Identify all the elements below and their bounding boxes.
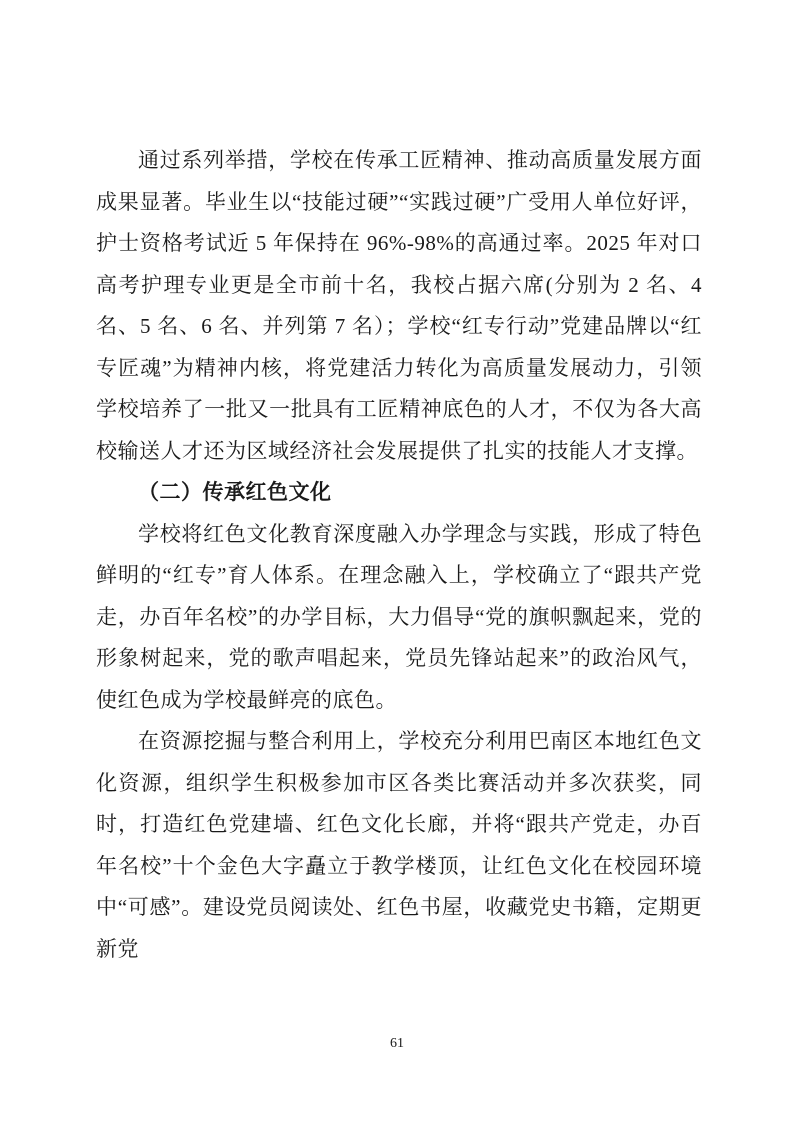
paragraph-resources: 在资源挖掘与整合利用上，学校充分利用巴南区本地红色文化资源，组织学生积极参加市区各类比赛活动并多次获奖，同时，打造红色党建墙、红色文化长廊，并将“跟共产党走，办百年名校”十个金色大字矗立于教学楼顶，让红色文化在校园环境中“可感”。建设党员阅读处、红色书屋，收藏党史书籍，定期更新党 [96,729,702,961]
page-footer [0,1034,794,1054]
paragraph-achievements: 通过系列举措，学校在传承工匠精神、推动高质量发展方面成果显著。毕业生以“技能过硬”“实践过硬”广受用人单位好评，护士资格考试近 5 年保持在 96%-98%的高通过率。2025 年对口高考护理专业更是全市前十名，我校占据六席(分别为 2 名、4 名、5 名、6 名、并列第 7 名）；学校“红专行动”党建品牌以“红专匠魂”为精神内核，将党建活力转化为高质量发展动力，引领学校培养了一批又一批具有工匠精神底色的人才，不仅为各大高校输送人才还为区域经济社会发展提供了扎实的技能人才支撑。 [96,148,702,463]
page-number: 61 [390,1036,404,1051]
paragraph-concept: 学校将红色文化教育深度融入办学理念与实践，形成了特色鲜明的“红专”育人体系。在理念融入上，学校确立了“跟共产党走，办百年名校”的办学目标，大力倡导“党的旗帜飘起来，党的形象树起来，党的歌声唱起来，党员先锋站起来”的政治风气，使红色成为学校最鲜亮的底色。 [96,521,702,712]
document-body [96,140,702,970]
section-heading: （二）传承红色文化 [138,480,332,504]
